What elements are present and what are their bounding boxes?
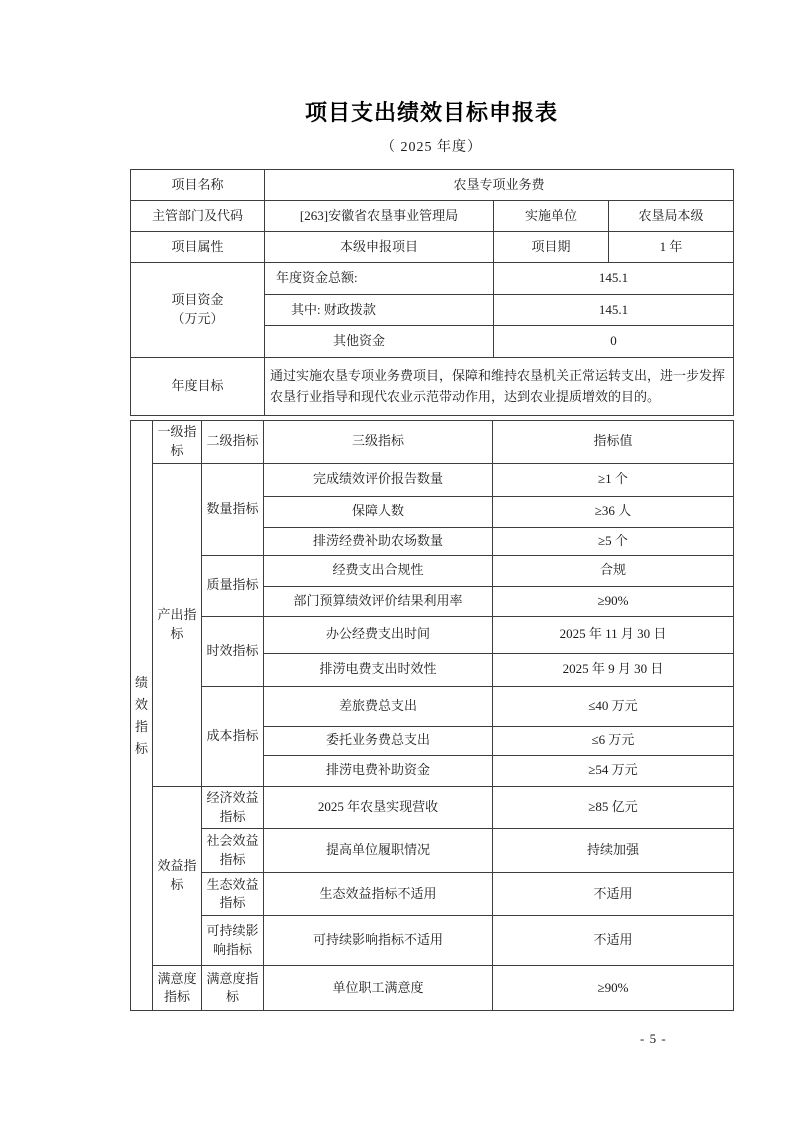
level2-sustainability: 可持续影响指标 [202, 916, 264, 966]
project-name-value: 农垦专项业务费 [265, 170, 734, 201]
indicator-l3: 2025 年农垦实现营收 [264, 786, 493, 829]
performance-indicator-table [130, 420, 734, 1011]
level2-social: 社会效益指标 [202, 829, 264, 873]
indicator-l3: 生态效益指标不适用 [264, 873, 493, 916]
table-row [131, 786, 734, 829]
table-row [131, 686, 734, 726]
annual-goal-label: 年度目标 [131, 358, 265, 416]
table-row [131, 421, 734, 464]
level1-satisfaction: 满意度指标 [153, 966, 202, 1011]
level2-timeliness: 时效指标 [202, 616, 264, 686]
indicator-value: ≤40 万元 [493, 686, 734, 726]
indicator-value: 不适用 [493, 873, 734, 916]
indicator-l3: 保障人数 [264, 496, 493, 527]
indicator-l3: 排涝电费支出时效性 [264, 653, 493, 686]
level1-output: 产出指标 [153, 463, 202, 786]
table-row [131, 201, 734, 232]
level2-quantity: 数量指标 [202, 463, 264, 555]
header-level1: 一级指标 [153, 421, 202, 464]
table-row [131, 966, 734, 1011]
project-info-table [130, 169, 734, 416]
fund-total-label: 年度资金总额: [265, 263, 494, 295]
fund-label-line1: 项目资金 [171, 292, 224, 308]
project-name-label: 项目名称 [131, 170, 265, 201]
annual-goal-text: 通过实施农垦专项业务费项目，保障和维持农垦机关正常运转支出，进一步发挥农垦行业指导和现代农业示范带动作用，达到农业提质增效的目的。 [265, 358, 734, 416]
table-row [131, 616, 734, 653]
project-period-label: 项目期 [494, 232, 609, 263]
indicator-l3: 单位职工满意度 [264, 966, 493, 1011]
indicator-value: 2025 年 9 月 30 日 [493, 653, 734, 686]
fund-fiscal-value: 145.1 [494, 295, 734, 326]
indicator-value: ≥36 人 [493, 496, 734, 527]
fund-label-line2: （万元） [171, 311, 224, 326]
perf-side-label: 绩效指标 [131, 421, 153, 1011]
level2-satisfaction: 满意度指标 [202, 966, 264, 1011]
fund-total-value: 145.1 [494, 263, 734, 295]
indicator-value: ≥85 亿元 [493, 786, 734, 829]
project-attr-label: 项目属性 [131, 232, 265, 263]
indicator-value: 2025 年 11 月 30 日 [493, 616, 734, 653]
indicator-l3: 可持续影响指标不适用 [264, 916, 493, 966]
indicator-value: ≥90% [493, 966, 734, 1011]
fund-other-label: 其他资金 [265, 326, 494, 358]
level2-economic: 经济效益指标 [202, 786, 264, 829]
impl-unit-label: 实施单位 [494, 201, 609, 232]
indicator-l3: 办公经费支出时间 [264, 616, 493, 653]
indicator-value: 持续加强 [493, 829, 734, 873]
fund-other-value: 0 [494, 326, 734, 358]
indicator-value: 合规 [493, 555, 734, 586]
dept-code-value: [263]安徽省农垦事业管理局 [265, 201, 494, 232]
table-row [131, 358, 734, 416]
table-row [131, 873, 734, 916]
level2-ecological: 生态效益指标 [202, 873, 264, 916]
level2-quality: 质量指标 [202, 555, 264, 616]
indicator-value: ≤6 万元 [493, 726, 734, 755]
dept-code-label: 主管部门及代码 [131, 201, 265, 232]
indicator-l3: 差旅费总支出 [264, 686, 493, 726]
document-content [130, 0, 733, 1011]
indicator-l3: 经费支出合规性 [264, 555, 493, 586]
indicator-value: ≥5 个 [493, 527, 734, 555]
header-level3: 三级指标 [264, 421, 493, 464]
indicator-l3: 部门预算绩效评价结果利用率 [264, 586, 493, 616]
table-row [131, 916, 734, 966]
indicator-l3: 提高单位履职情况 [264, 829, 493, 873]
level2-cost: 成本指标 [202, 686, 264, 786]
table-row [131, 170, 734, 201]
header-value: 指标值 [493, 421, 734, 464]
project-attr-value: 本级申报项目 [265, 232, 494, 263]
indicator-l3: 完成绩效评价报告数量 [264, 463, 493, 496]
indicator-l3: 委托业务费总支出 [264, 726, 493, 755]
table-row [131, 463, 734, 496]
table-row [131, 263, 734, 295]
indicator-value: ≥1 个 [493, 463, 734, 496]
table-row [131, 555, 734, 586]
indicator-l3: 排涝经费补助农场数量 [264, 527, 493, 555]
project-period-value: 1 年 [609, 232, 734, 263]
indicator-value: 不适用 [493, 916, 734, 966]
indicator-value: ≥90% [493, 586, 734, 616]
table-row [131, 829, 734, 873]
fund-fiscal-label: 其中: 财政拨款 [265, 295, 494, 326]
page-number: - 5 - [640, 1031, 667, 1046]
level1-benefit: 效益指标 [153, 786, 202, 966]
page-subtitle: （ 2025 年度） [381, 140, 482, 155]
header-level2: 二级指标 [202, 421, 264, 464]
page-title: 项目支出绩效目标申报表 [304, 100, 558, 125]
indicator-value: ≥54 万元 [493, 755, 734, 786]
fund-label [131, 263, 265, 358]
impl-unit-value: 农垦局本级 [609, 201, 734, 232]
table-row [131, 232, 734, 263]
indicator-l3: 排涝电费补助资金 [264, 755, 493, 786]
